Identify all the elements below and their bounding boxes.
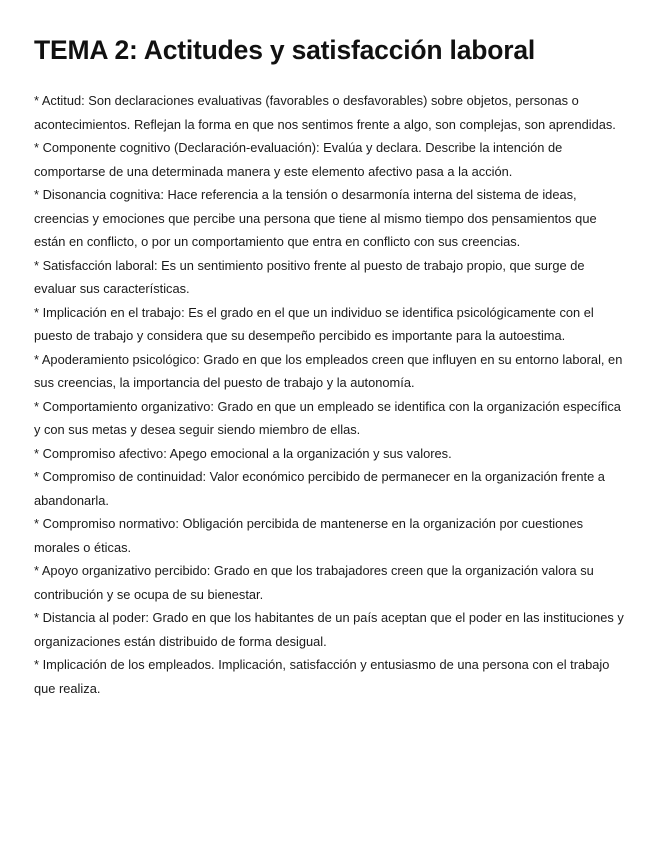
definition-implicacion-empleados: * Implicación de los empleados. Implicación, satisfacción y entusiasmo de una persona con el trabajo que realiza. <box>34 657 610 696</box>
page-title: TEMA 2: Actitudes y satisfacción laboral <box>34 35 536 65</box>
definition-apoyo-organizativo: * Apoyo organizativo percibido: Grado en que los trabajadores creen que la organización valora su contribución y se ocupa de su bienestar. <box>34 563 594 602</box>
definition-compromiso-normativo: * Compromiso normativo: Obligación percibida de mantenerse en la organización por cuestiones morales o éticas. <box>34 516 584 555</box>
definition-compromiso-afectivo: * Compromiso afectivo: Apego emocional a la organización y sus valores. <box>34 445 452 461</box>
definition-distancia-poder: * Distancia al poder: Grado en que los habitantes de un país aceptan que el poder en las instituciones y organizaciones están distribuido de forma desigual. <box>34 610 624 649</box>
definition-implicacion-trabajo: * Implicación en el trabajo: Es el grado en el que un individuo se identifica psicológicamente con el puesto de trabajo y considera que su desempeño percibido es importante para la autoestima. <box>34 304 594 343</box>
definition-componente-cognitivo: * Componente cognitivo (Declaración-evaluación): Evalúa y declara. Describe la intención de comportarse de una determinada manera y este elemento afectivo pasa a la acción. <box>34 140 563 179</box>
definition-actitud: * Actitud: Son declaraciones evaluativas (favorables o desfavorables) sobre objetos, personas o acontecimientos. Reflejan la forma en que nos sentimos frente a algo, son complejas, son aprendidas. <box>34 93 616 132</box>
definition-compromiso-continuidad: * Compromiso de continuidad: Valor económico percibido de permanecer en la organización frente a abandonarla. <box>34 469 605 508</box>
definition-list <box>34 89 624 700</box>
definition-satisfaccion-laboral: * Satisfacción laboral: Es un sentimiento positivo frente al puesto de trabajo propio, que surge de evaluar sus características. <box>34 257 585 296</box>
definition-comportamiento-organizativo: * Comportamiento organizativo: Grado en que un empleado se identifica con la organización específica y con sus metas y desea seguir siendo miembro de ellas. <box>34 398 621 437</box>
definition-apoderamiento-psicologico: * Apoderamiento psicológico: Grado en que los empleados creen que influyen en su entorno laboral, en sus creencias, la importancia del puesto de trabajo y la autonomía. <box>34 351 623 390</box>
definition-disonancia-cognitiva: * Disonancia cognitiva: Hace referencia a la tensión o desarmonía interna del sistema de ideas, creencias y emociones que percibe una persona que tiene al mismo tiempo dos pensamientos que están en conflicto, o por un comportamiento que entra en conflicto con sus creencias. <box>34 187 597 249</box>
